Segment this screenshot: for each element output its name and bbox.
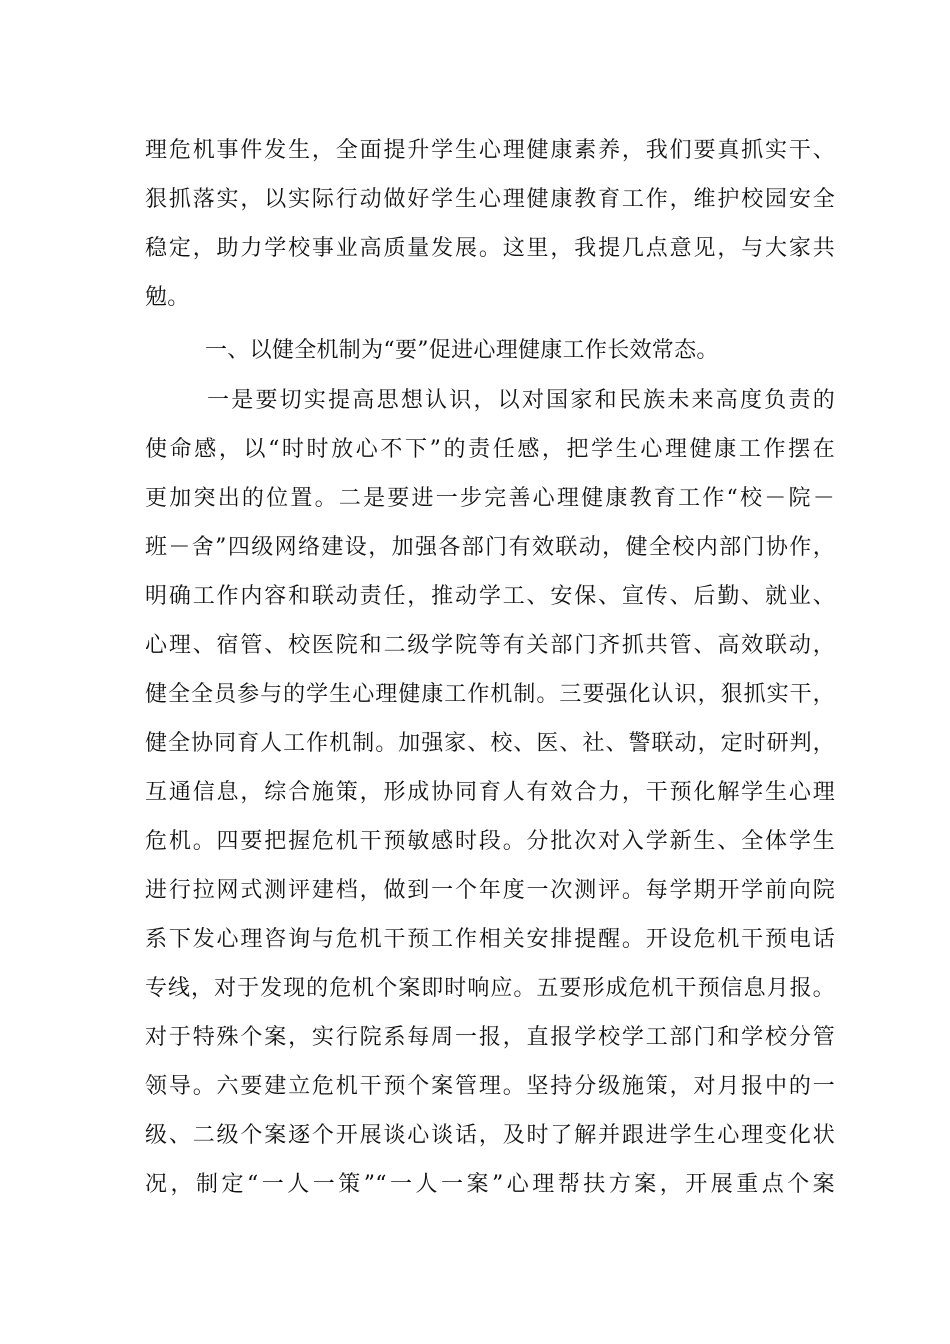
- paragraph-line: 稳定，助力学校事业高质量发展。这里，我提几点意见，与大家共: [145, 236, 835, 261]
- paragraph-line: 系下发心理咨询与危机干预工作相关安排提醒。开设危机干预电话: [145, 927, 835, 952]
- section-heading: 一、以健全机制为“要”促进心理健康工作长效常态。: [205, 338, 719, 363]
- paragraph-line: 互通信息，综合施策，形成协同育人有效合力，干预化解学生心理: [145, 780, 835, 805]
- paragraph-line: 领导。六要建立危机干预个案管理。坚持分级施策，对月报中的一: [145, 1074, 835, 1099]
- paragraph-line: 健全全员参与的学生心理健康工作机制。三要强化认识，狠抓实干，: [145, 682, 835, 707]
- paragraph-line: 更加突出的位置。二是要进一步完善心理健康教育工作“校－院－: [145, 486, 835, 511]
- paragraph-line: 心理、宿管、校医院和二级学院等有关部门齐抓共管、高效联动，: [145, 633, 835, 658]
- paragraph-line: 专线，对于发现的危机个案即时响应。五要形成危机干预信息月报。: [145, 976, 835, 1001]
- paragraph-line: 理危机事件发生，全面提升学生心理健康素养，我们要真抓实干、: [145, 138, 835, 163]
- paragraph-line: 对于特殊个案，实行院系每周一报，直报学校学工部门和学校分管: [145, 1025, 835, 1050]
- paragraph-line: 勉。: [145, 285, 190, 310]
- paragraph-line: 况，制定“一人一策”“一人一案”心理帮扶方案，开展重点个案: [145, 1172, 835, 1197]
- paragraph-line: 一是要切实提高思想认识，以对国家和民族未来高度负责的: [207, 388, 835, 413]
- paragraph-line: 班－舍”四级网络建设，加强各部门有效联动，健全校内部门协作，: [145, 535, 835, 560]
- paragraph-line: 明确工作内容和联动责任，推动学工、安保、宣传、后勤、就业、: [145, 584, 835, 609]
- paragraph-line: 危机。四要把握危机干预敏感时段。分批次对入学新生、全体学生: [145, 829, 835, 854]
- paragraph-line: 狠抓落实，以实际行动做好学生心理健康教育工作，维护校园安全: [145, 187, 835, 212]
- paragraph-line: 使命感，以“时时放心不下”的责任感，把学生心理健康工作摆在: [145, 437, 835, 462]
- paragraph-line: 进行拉网式测评建档，做到一个年度一次测评。每学期开学前向院: [145, 878, 835, 903]
- paragraph-line: 健全协同育人工作机制。加强家、校、医、社、警联动，定时研判，: [145, 731, 835, 756]
- paragraph-line: 级、二级个案逐个开展谈心谈话，及时了解并跟进学生心理变化状: [145, 1123, 835, 1148]
